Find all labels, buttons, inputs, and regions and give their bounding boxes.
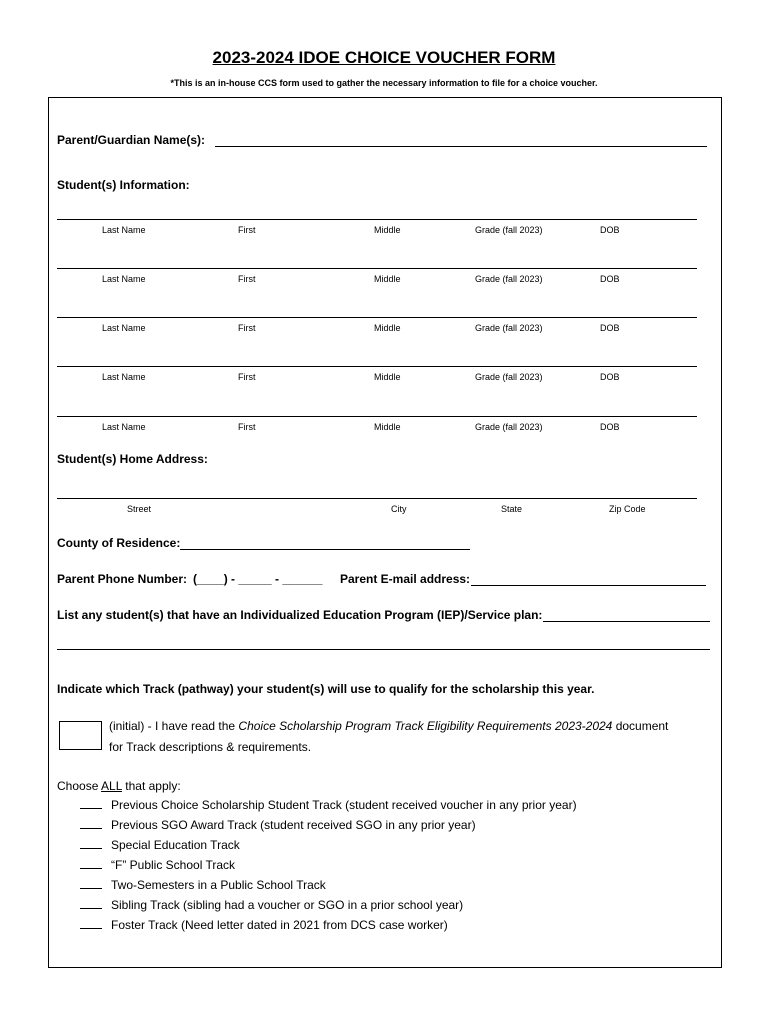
initial-statement-line2: for Track descriptions & requirements. bbox=[109, 740, 312, 754]
iep-line[interactable] bbox=[543, 621, 710, 622]
student-line[interactable] bbox=[57, 416, 697, 417]
student-caption: Grade (fall 2023) bbox=[475, 323, 543, 333]
iep-line-2[interactable] bbox=[57, 649, 710, 650]
student-caption: First bbox=[238, 225, 256, 235]
initial-suffix: document bbox=[612, 719, 669, 733]
student-caption: Middle bbox=[374, 372, 401, 382]
student-caption: Last Name bbox=[102, 372, 146, 382]
student-caption: Middle bbox=[374, 422, 401, 432]
student-caption: Middle bbox=[374, 274, 401, 284]
track-checkbox-blank[interactable] bbox=[80, 858, 102, 872]
student-caption: First bbox=[238, 422, 256, 432]
initial-statement bbox=[109, 719, 668, 733]
initial-box[interactable] bbox=[59, 721, 102, 750]
address-caption-street: Street bbox=[127, 504, 152, 514]
student-caption: Grade (fall 2023) bbox=[475, 422, 543, 432]
track-checkbox-blank[interactable] bbox=[80, 818, 102, 832]
student-caption: DOB bbox=[600, 274, 620, 284]
student-caption: Middle bbox=[374, 323, 401, 333]
track-question: Indicate which Track (pathway) your student(s) will use to qualify for the scholarship this year. bbox=[57, 682, 595, 696]
track-option-label: “F” Public School Track bbox=[111, 858, 236, 872]
student-caption: DOB bbox=[600, 372, 620, 382]
track-option-label: Two-Semesters in a Public School Track bbox=[111, 878, 326, 892]
track-option-label: Previous Choice Scholarship Student Track (student received voucher in any prior year) bbox=[111, 798, 577, 812]
student-caption: DOB bbox=[600, 422, 620, 432]
track-checkbox-blank[interactable] bbox=[80, 878, 102, 892]
form-subtitle: *This is an in-house CCS form used to gather the necessary information to file for a choice voucher. bbox=[170, 78, 598, 88]
phone-format[interactable]: (____) - _____ - ______ bbox=[193, 572, 323, 586]
address-caption-zip: Zip Code bbox=[609, 504, 646, 514]
phone-label: Parent Phone Number: bbox=[57, 572, 188, 586]
student-caption: Last Name bbox=[102, 274, 146, 284]
student-caption: Last Name bbox=[102, 323, 146, 333]
email-label: Parent E-mail address: bbox=[340, 572, 471, 586]
student-line[interactable] bbox=[57, 366, 697, 367]
student-line[interactable] bbox=[57, 317, 697, 318]
track-option-label: Previous SGO Award Track (student received SGO in any prior year) bbox=[111, 818, 476, 832]
track-option-label: Foster Track (Need letter dated in 2021 from DCS case worker) bbox=[111, 918, 448, 932]
choose-prefix: Choose bbox=[57, 779, 102, 793]
address-caption-city: City bbox=[391, 504, 407, 514]
student-caption: Last Name bbox=[102, 225, 146, 235]
student-caption: Last Name bbox=[102, 422, 146, 432]
address-caption-state: State bbox=[501, 504, 523, 514]
initial-prefix: (initial) - I have read the bbox=[109, 719, 239, 733]
track-checkbox-blank[interactable] bbox=[80, 918, 102, 932]
track-checkbox-blank[interactable] bbox=[80, 838, 102, 852]
choose-suffix: that apply: bbox=[121, 779, 181, 793]
student-caption: First bbox=[238, 323, 256, 333]
address-label: Student(s) Home Address: bbox=[57, 452, 208, 466]
student-caption: Grade (fall 2023) bbox=[475, 372, 543, 382]
student-caption: Middle bbox=[374, 225, 401, 235]
county-label: County of Residence: bbox=[57, 536, 181, 550]
student-caption: Grade (fall 2023) bbox=[475, 225, 543, 235]
parent-guardian-label: Parent/Guardian Name(s): bbox=[57, 133, 206, 147]
student-caption: DOB bbox=[600, 323, 620, 333]
choose-all-label bbox=[57, 779, 181, 793]
iep-label: List any student(s) that have an Individualized Education Program (IEP)/Service plan: bbox=[57, 608, 543, 622]
initial-document-name: Choice Scholarship Program Track Eligibility Requirements 2023-2024 bbox=[238, 719, 613, 733]
student-caption: Grade (fall 2023) bbox=[475, 274, 543, 284]
form-title: 2023-2024 IDOE CHOICE VOUCHER FORM bbox=[212, 48, 556, 67]
track-option-label: Sibling Track (sibling had a voucher or SGO in a prior school year) bbox=[111, 898, 464, 912]
student-line[interactable] bbox=[57, 219, 697, 220]
student-line[interactable] bbox=[57, 268, 697, 269]
student-caption: First bbox=[238, 372, 256, 382]
county-line[interactable] bbox=[180, 549, 470, 550]
address-line[interactable] bbox=[57, 498, 697, 499]
track-checkbox-blank[interactable] bbox=[80, 898, 102, 912]
student-caption: First bbox=[238, 274, 256, 284]
student-caption: DOB bbox=[600, 225, 620, 235]
parent-guardian-line[interactable] bbox=[215, 146, 707, 147]
track-option-label: Special Education Track bbox=[111, 838, 240, 852]
track-checkbox-blank[interactable] bbox=[80, 798, 102, 812]
email-line[interactable] bbox=[471, 585, 706, 586]
students-info-label: Student(s) Information: bbox=[57, 178, 190, 192]
choose-all-emphasis: ALL bbox=[101, 779, 122, 793]
